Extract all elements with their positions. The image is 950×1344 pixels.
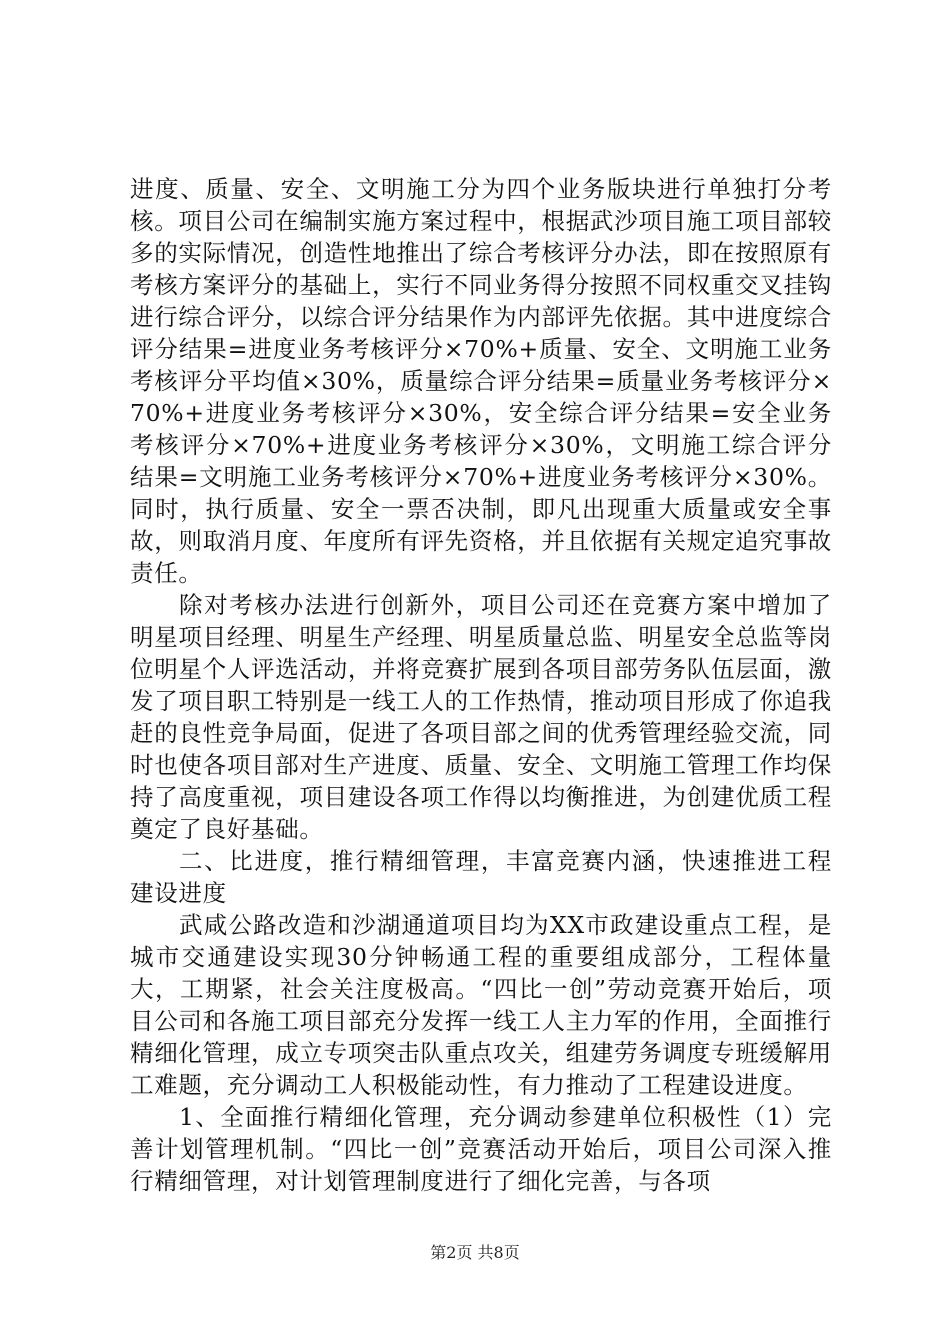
paragraph-1: 进度、质量、安全、文明施工分为四个业务版块进行单独打分考核。项目公司在编制实施方案过程中，根据武沙项目施工项目部较多的实际情况，创造性地推出了综合考核评分办法，即在按照原有考核方案评分的基础上，实行不同业务得分按照不同权重交叉挂钩进行综合评分，以综合评分结果作为内部评先依据。其中进度综合评分结果=进度业务考核评分×70%+质量、安全、文明施工业务考核评分平均值×30%，质量综合评分结果=质量业务考核评分×70%+进度业务考核评分×30%，安全综合评分结果=安全业务考核评分×70%+进度业务考核评分×30%，文明施工综合评分结果=文明施工业务考核评分×70%+进度业务考核评分×30%。同时，执行质量、安全一票否决制，即凡出现重大质量或安全事故，则取消月度、年度所有评先资格，并且依据有关规定追究事故责任。 [130, 175, 832, 587]
section-heading: 二、比进度，推行精细管理，丰富竞赛内涵，快速推进工程建设进度 [130, 847, 832, 907]
paragraph-4: 1、全面推行精细化管理，充分调动参建单位积极性（1）完善计划管理机制。“四比一创”竞赛活动开始后，项目公司深入推行精细管理，对计划管理制度进行了细化完善，与各项 [130, 1103, 832, 1195]
paragraph-2: 除对考核办法进行创新外，项目公司还在竞赛方案中增加了明星项目经理、明星生产经理、明星质量总监、明星安全总监等岗位明星个人评选活动，并将竞赛扩展到各项目部劳务队伍层面，激发了项目职工特别是一线工人的工作热情，推动项目形成了你追我赶的良性竞争局面，促进了各项目部之间的优秀管理经验交流，同时也使各项目部对生产进度、质量、安全、文明施工管理工作均保持了高度重视，项目建设各项工作得以均衡推进，为创建优质工程奠定了良好基础。 [130, 591, 832, 843]
page-footer: 第2页 共8页 [430, 1243, 520, 1262]
document-body [130, 173, 832, 1197]
paragraph-3: 武咸公路改造和沙湖通道项目均为XX市政建设重点工程，是城市交通建设实现30分钟畅通工程的重要组成部分，工程体量大，工期紧，社会关注度极高。“四比一创”劳动竞赛开始后，项目公司和各施工项目部充分发挥一线工人主力军的作用，全面推行精细化管理，成立专项突击队重点攻关，组建劳务调度专班缓解用工难题，充分调动工人积极能动性，有力推动了工程建设进度。 [130, 911, 832, 1099]
